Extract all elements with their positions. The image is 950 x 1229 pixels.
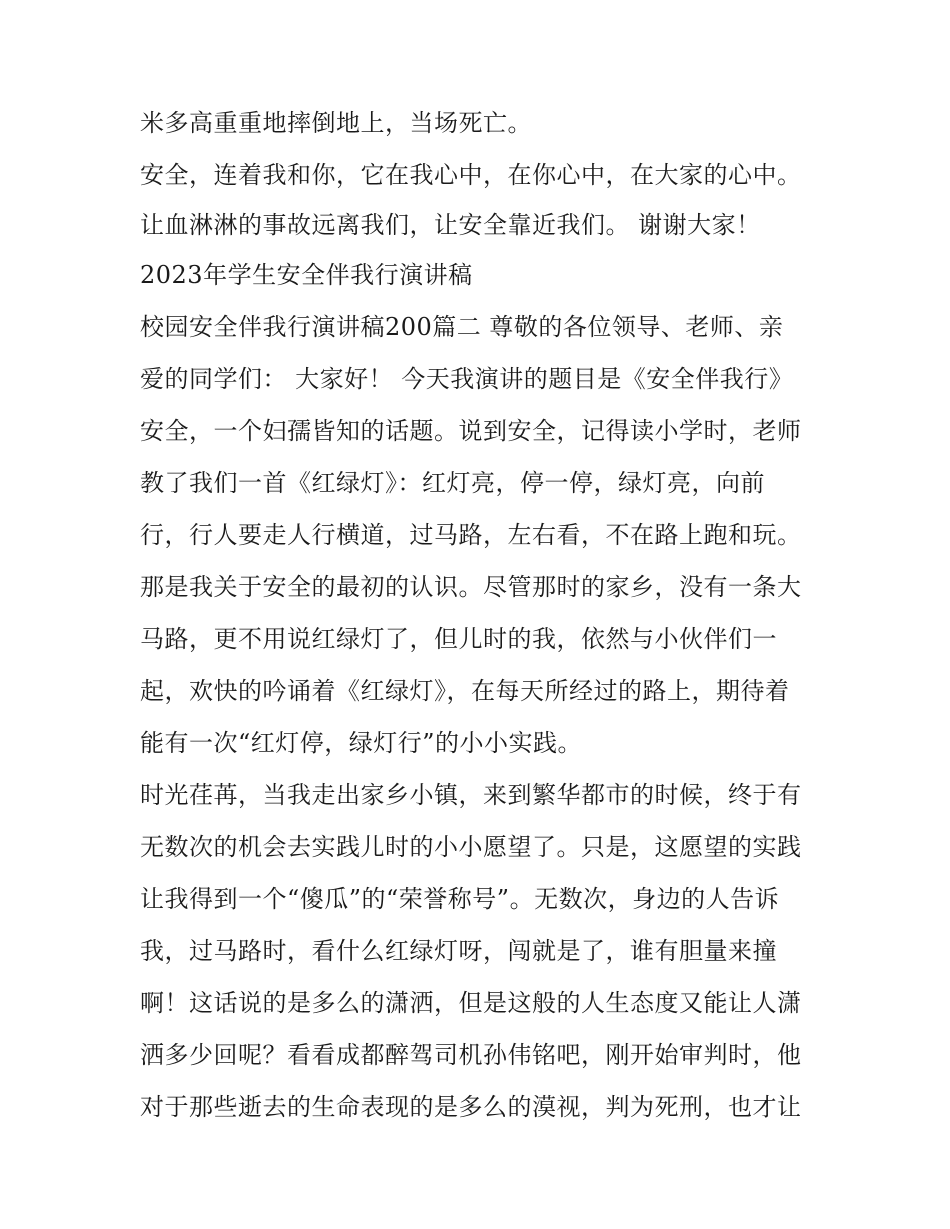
text-line: 对于那些逝去的生命表现的是多么的漠视，判为死刑，也才让 — [140, 1093, 802, 1121]
text-line: 洒多少回呢？看看成都醉驾司机孙伟铭吧，刚开始审判时，他 — [140, 1041, 802, 1069]
text-line: 教了我们一首《红绿灯》：红灯亮，停一停，绿灯亮，向前 — [140, 469, 765, 497]
text-line: 爱的同学们： 大家好！ 今天我演讲的题目是《安全伴我行》 — [140, 365, 794, 393]
text-line: 时光荏苒，当我走出家乡小镇，来到繁华都市的时候，终于有 — [140, 781, 802, 809]
text-line: 安全，连着我和你，它在我心中，在你心中，在大家的心中。 — [140, 161, 802, 189]
text-line: 安全，一个妇孺皆知的话题。说到安全，记得读小学时，老师 — [140, 417, 802, 445]
text-line: 那是我关于安全的最初的认识。尽管那时的家乡，没有一条大 — [140, 573, 802, 601]
text-line: 让我得到一个“傻瓜”的“荣誉称号”。无数次，身边的人告诉 — [140, 885, 780, 913]
text-line: 无数次的机会去实践儿时的小小愿望了。只是，这愿望的实践 — [140, 833, 802, 861]
text-line: 能有一次“红灯停，绿灯行”的小小实践。 — [140, 729, 583, 757]
text-line: 我，过马路时，看什么红绿灯呀，闯就是了，谁有胆量来撞 — [140, 937, 777, 965]
text-line: 让血淋淋的事故远离我们，让安全靠近我们。 谢谢大家！ — [140, 211, 761, 239]
text-line: 马路，更不用说红绿灯了，但儿时的我，依然与小伙伴们一 — [140, 625, 777, 653]
text-line: 啊！这话说的是多么的潇洒，但是这般的人生态度又能让人潇 — [140, 989, 802, 1017]
text-line: 米多高重重地摔倒地上，当场死亡。 — [140, 109, 532, 137]
text-line: 行，行人要走人行横道，过马路，左右看，不在路上跑和玩。 — [140, 521, 802, 549]
text-line: 起，欢快的吟诵着《红绿灯》，在每天所经过的路上，期待着 — [140, 677, 790, 705]
section-title: 2023年学生安全伴我行演讲稿 — [140, 261, 473, 289]
text-line: 校园安全伴我行演讲稿200篇二 尊敬的各位领导、老师、亲 — [140, 313, 784, 341]
